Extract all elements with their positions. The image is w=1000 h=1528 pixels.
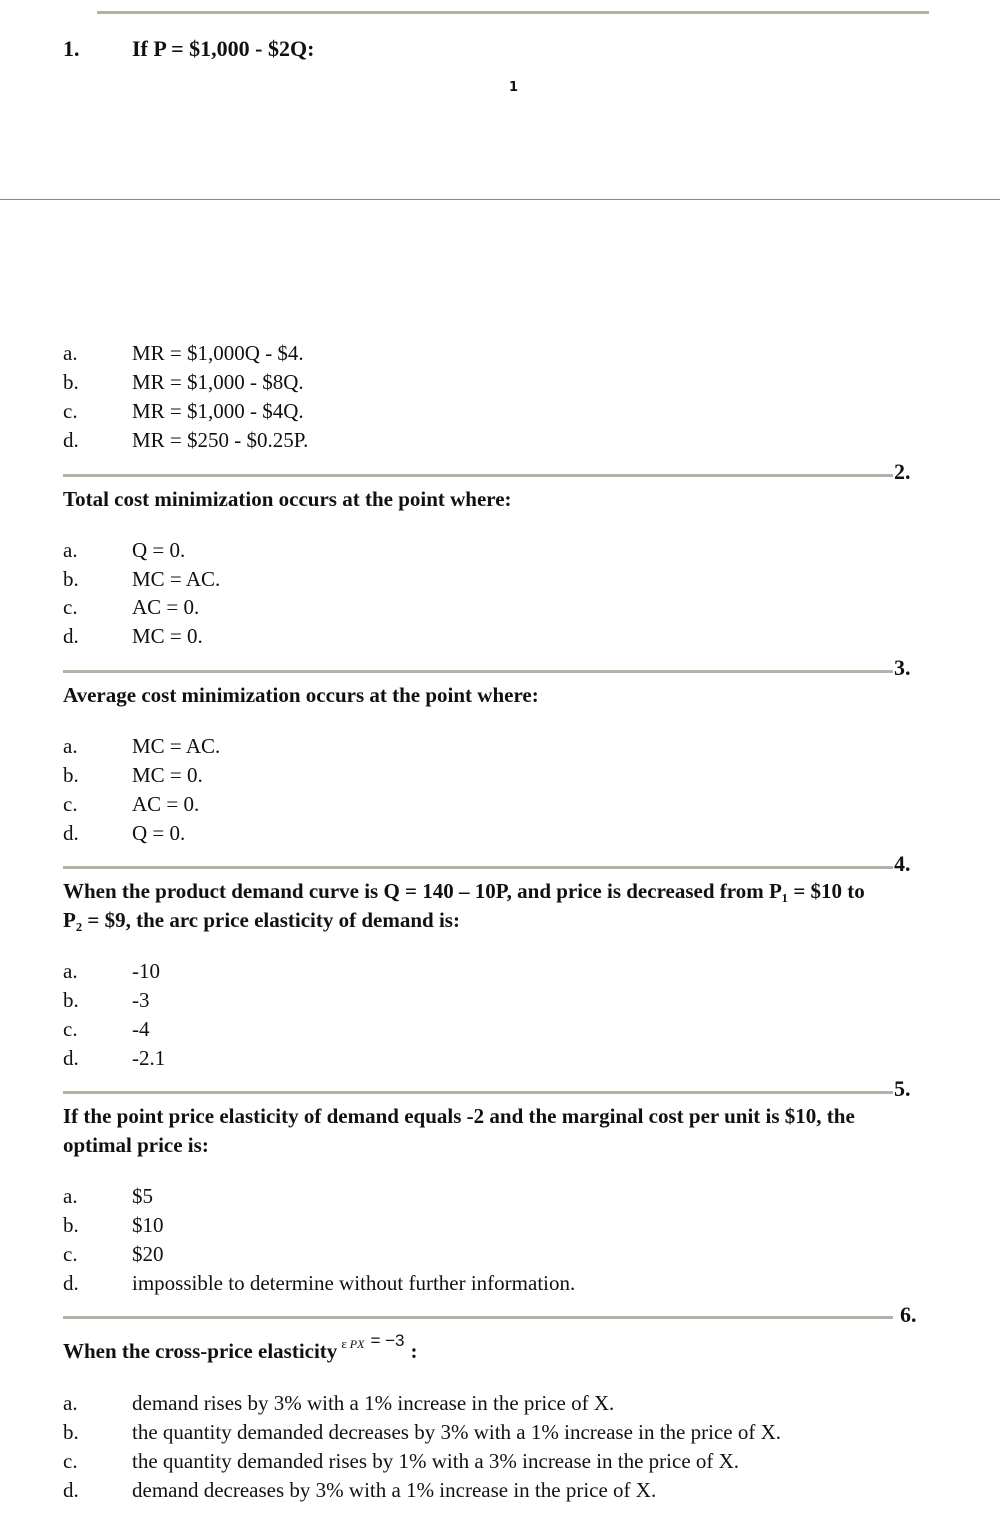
- question-3-divider: [63, 670, 893, 673]
- question-5-divider: [63, 1091, 893, 1094]
- option-letter: c.: [63, 1017, 78, 1041]
- option-text[interactable]: -4: [132, 1017, 150, 1041]
- question-4-divider: [63, 866, 893, 869]
- question-1-text: If P = $1,000 - $2Q:: [132, 36, 315, 61]
- question-1-number: 1.: [63, 36, 80, 61]
- option-text[interactable]: impossible to determine without further information.: [132, 1271, 576, 1295]
- option-text[interactable]: -3: [132, 988, 150, 1012]
- option-text[interactable]: demand decreases by 3% with a 1% increase in the price of X.: [132, 1478, 657, 1502]
- option-letter: b.: [63, 988, 79, 1012]
- option-letter: b.: [63, 370, 79, 394]
- question-6-number: 6.: [900, 1302, 917, 1327]
- option-letter: d.: [63, 1478, 79, 1502]
- option-text[interactable]: MC = AC.: [132, 734, 221, 758]
- option-letter: b.: [63, 567, 79, 591]
- option-letter: d.: [63, 1271, 79, 1295]
- option-letter: c.: [63, 399, 78, 423]
- option-letter: a.: [63, 959, 78, 983]
- option-letter: c.: [63, 1242, 78, 1266]
- option-letter: b.: [63, 763, 79, 787]
- option-text[interactable]: $20: [132, 1242, 164, 1266]
- question-4-number: 4.: [894, 851, 911, 876]
- question-5-text-line1: If the point price elasticity of demand equals -2 and the marginal cost per unit is $10, the: [63, 1104, 855, 1128]
- elasticity-value: = −3: [370, 1331, 405, 1350]
- option-letter: d.: [63, 624, 79, 648]
- question-3-text: Average cost minimization occurs at the point where:: [63, 683, 539, 707]
- option-text[interactable]: Q = 0.: [132, 538, 186, 562]
- question-3-number: 3.: [894, 655, 911, 680]
- option-letter: c.: [63, 595, 78, 619]
- option-letter: d.: [63, 1046, 79, 1070]
- option-text[interactable]: MR = $1,000 - $4Q.: [132, 399, 304, 423]
- question-5-text-line2: optimal price is:: [63, 1133, 209, 1157]
- question-5-number: 5.: [894, 1076, 911, 1101]
- option-text[interactable]: MC = AC.: [132, 567, 221, 591]
- option-text[interactable]: AC = 0.: [132, 792, 200, 816]
- option-text[interactable]: demand rises by 3% with a 1% increase in the price of X.: [132, 1391, 615, 1415]
- option-letter: c.: [63, 792, 78, 816]
- option-text[interactable]: MR = $1,000 - $8Q.: [132, 370, 304, 394]
- option-letter: c.: [63, 1449, 78, 1473]
- option-letter: a.: [63, 341, 78, 365]
- epsilon-symbol: ε: [341, 1336, 347, 1351]
- option-letter: b.: [63, 1213, 79, 1237]
- top-divider: [97, 11, 929, 14]
- question-6-suffix: :: [410, 1339, 418, 1363]
- option-text[interactable]: MR = $1,000Q - $4.: [132, 341, 304, 365]
- option-text[interactable]: MC = 0.: [132, 763, 203, 787]
- question-4-text-line1: When the product demand curve is Q = 140 – 10P, and price is decreased from P₁ = $10 to: [63, 879, 865, 903]
- question-2-text: Total cost minimization occurs at the point where:: [63, 487, 512, 511]
- option-text[interactable]: Q = 0.: [132, 821, 186, 845]
- option-letter: b.: [63, 1420, 79, 1444]
- option-text[interactable]: MC = 0.: [132, 624, 203, 648]
- page-number: 1: [509, 80, 519, 95]
- question-2-divider: [63, 474, 893, 477]
- option-text[interactable]: $10: [132, 1213, 164, 1237]
- option-text[interactable]: -2.1: [132, 1046, 166, 1070]
- option-text[interactable]: MR = $250 - $0.25P.: [132, 428, 309, 452]
- page-break-divider: [0, 199, 1000, 200]
- option-letter: d.: [63, 428, 79, 452]
- question-6-text: [63, 1331, 418, 1369]
- option-text[interactable]: AC = 0.: [132, 595, 200, 619]
- question-2-number: 2.: [894, 459, 911, 484]
- option-letter: a.: [63, 1184, 78, 1208]
- option-text[interactable]: $5: [132, 1184, 153, 1208]
- option-text[interactable]: the quantity demanded rises by 1% with a 3% increase in the price of X.: [132, 1449, 740, 1473]
- option-text[interactable]: the quantity demanded decreases by 3% with a 1% increase in the price of X.: [132, 1420, 782, 1444]
- question-6-text-main: When the cross-price elasticity: [63, 1339, 338, 1363]
- question-6-divider: [63, 1316, 893, 1319]
- option-letter: d.: [63, 821, 79, 845]
- epsilon-subscript: PX: [349, 1337, 365, 1351]
- option-letter: a.: [63, 538, 78, 562]
- option-letter: a.: [63, 734, 78, 758]
- question-4-text-line2: P₂ = $9, the arc price elasticity of demand is:: [63, 908, 460, 932]
- option-letter: a.: [63, 1391, 78, 1415]
- option-text[interactable]: -10: [132, 959, 160, 983]
